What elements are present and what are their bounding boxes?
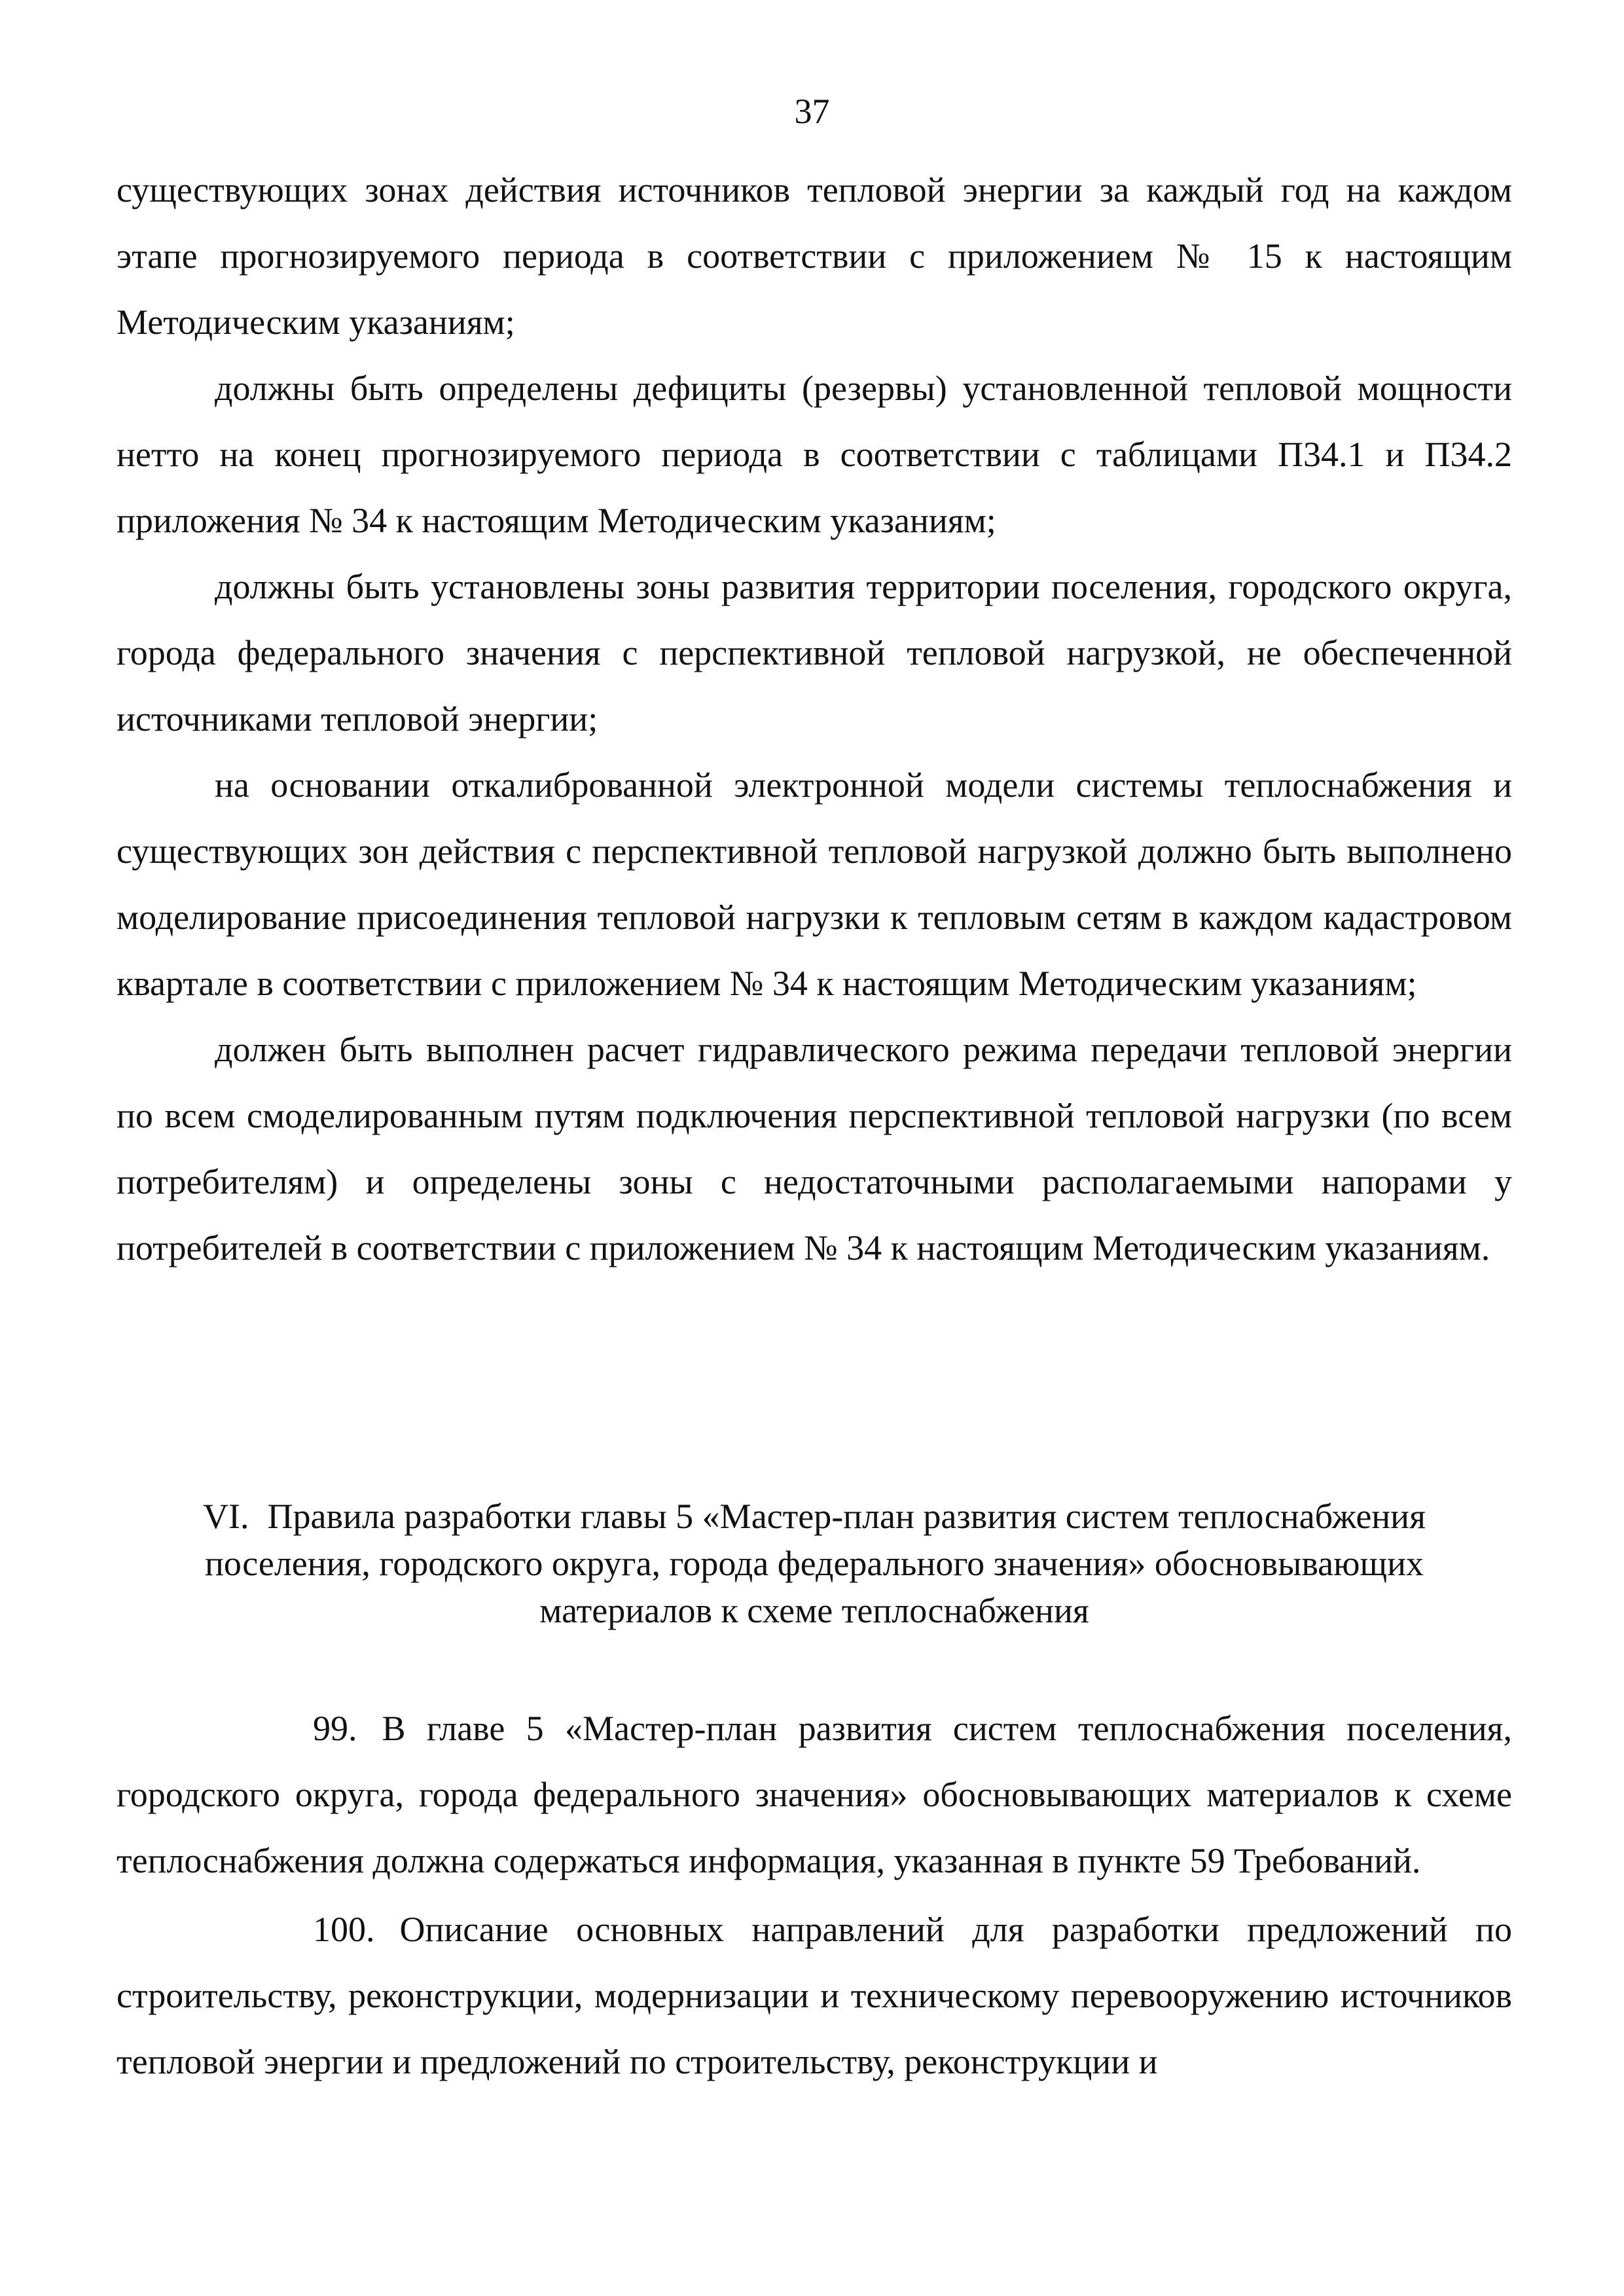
- paragraph: должен быть выполнен расчет гидравлического режима передачи тепловой энергии по всем смоделированным путям подключения перспективной тепловой нагрузки (по всем потребителям) и определены зоны с недостаточными располагаемыми напорами у потребителей в соответствии с приложением № 34 к настоящим Методическим указаниям.: [117, 1030, 1512, 1267]
- numbered-item: [117, 1897, 1512, 2095]
- body-text: [117, 157, 1512, 1281]
- numbered-item: [117, 1696, 1512, 1894]
- item-text: В главе 5 «Мастер-план развития систем теплоснабжения поселения, городского округа, города федерального значения» обосновывающих материалов к схеме теплоснабжения должна содержаться информация, указанная в пункте 59 Требований.: [117, 1709, 1512, 1880]
- item-text: Описание основных направлений для разработки предложений по строительству, реконструкции, модернизации и техническому перевооружению источников тепловой энергии и предложений по строительству, реконструкции и: [117, 1910, 1512, 2081]
- section-number: VI.: [203, 1497, 249, 1536]
- page-number: 37: [794, 92, 830, 131]
- section-heading: [117, 1493, 1512, 1634]
- numbered-items: [117, 1696, 1512, 2095]
- item-number: 100.: [313, 1910, 375, 1949]
- section-title: Правила разработки главы 5 «Мастер-план развития систем теплоснабжения поселения, городского округа, города федерального значения» обосновывающих материалов к схеме теплоснабжения: [205, 1497, 1426, 1630]
- paragraph: должны быть установлены зоны развития территории поселения, городского округа, города федерального значения с перспективной тепловой нагрузкой, не обеспеченной источниками тепловой энергии;: [117, 567, 1512, 738]
- paragraph: существующих зонах действия источников тепловой энергии за каждый год на каждом этапе прогнозируемого периода в соответствии с приложением № 15 к настоящим Методическим указаниям;: [117, 170, 1512, 342]
- paragraph: на основании откалиброванной электронной модели системы теплоснабжения и существующих зон действия с перспективной тепловой нагрузкой должно быть выполнено моделирование присоединения тепловой нагрузки к тепловым сетям в каждом кадастровом квартале в соответствии с приложением № 34 к настоящим Методическим указаниям;: [117, 765, 1512, 1003]
- item-number: 99.: [313, 1709, 357, 1748]
- paragraph: должны быть определены дефициты (резервы) установленной тепловой мощности нетто на конец прогнозируемого периода в соответствии с таблицами П34.1 и П34.2 приложения № 34 к настоящим Методическим указаниям;: [117, 369, 1512, 540]
